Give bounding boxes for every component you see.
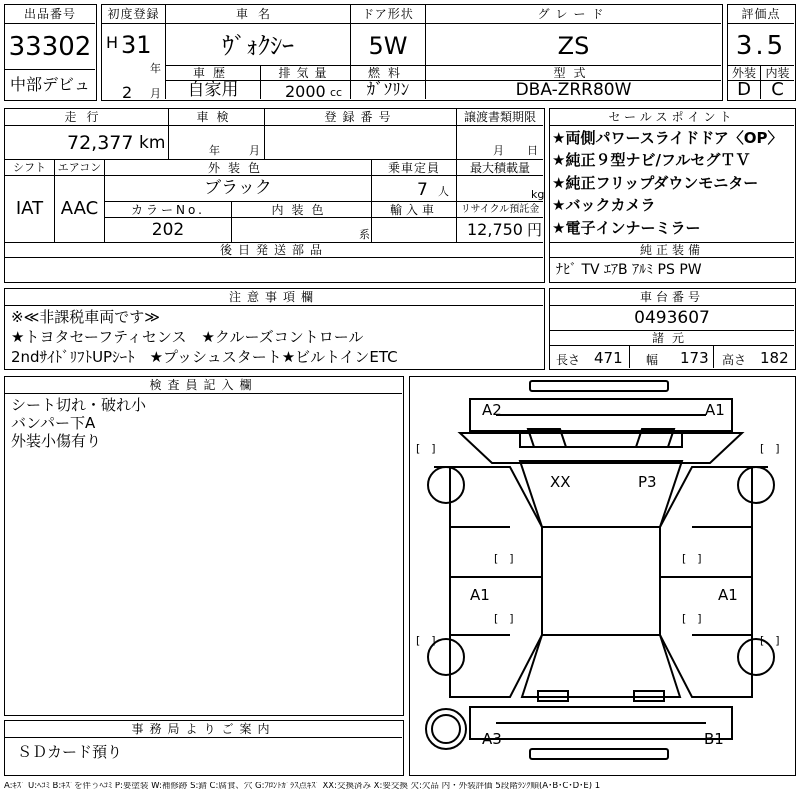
specs-box [4,108,545,283]
mark-rear-right: B1 [704,730,724,748]
shift-label: シフト [5,160,55,176]
int-color-label: 内装色 [232,202,372,218]
inspection-label: 車検 [169,109,265,126]
office-box [4,720,404,776]
grade-label: グレード [426,5,721,24]
sales-point-item: ★純正９型ナビ/フルセグＴＶ [552,151,751,169]
history-label: 車歴 [166,65,261,81]
dimensions-label: 諸元 [550,330,794,346]
mark-side-left: A1 [470,586,490,604]
inspector-label: 検査員記入欄 [5,377,402,394]
legend: A:ｷｽﾞ U:ﾍｺﾐ B:ｷｽﾞを伴うﾍｺﾐ P:要塗装 W:補修跡 S:錆 C:腐食、穴 G:ﾌﾛﾝﾄｶﾞﾗｽ点ｷｽﾞ XX:交換済み X:要交換 欠:欠品 内・外装評価 5段階ﾗﾝｸ順(A･B･C･D･E) 1 [4,782,601,791]
bracket-marker: [ ] [494,552,514,565]
fuel-label: 燃料 [351,65,426,81]
notes-line: ★トヨタセーフティセンス ★クルーズコントロール [11,328,364,346]
recycle: 12,750 [467,220,523,239]
height-label: 高さ [722,353,747,367]
exterior-label: 外装 [728,65,761,81]
office-text: ＳＤカード預り [17,743,123,761]
length: 471 [594,349,623,367]
ext-color: ブラック [105,176,372,202]
car-name-label: 車名 [166,5,351,24]
int-color-unit: 系 [359,228,370,241]
notes-line: ※≪非課税車両です≫ [11,308,160,326]
displacement-unit: cc [330,86,343,99]
bracket-marker: [ ] [682,612,702,625]
mark-front-left: A2 [482,401,502,419]
chassis-label: 車台番号 [550,289,794,306]
mileage-label: 走行 [5,109,169,126]
capacity-label: 乗車定員 [372,160,457,176]
fuel: ｶﾞｿﾘﾝ [351,81,426,99]
sales-point-item: ★バックカメラ [552,196,656,214]
mark-glass-right: P3 [638,473,657,491]
capacity-unit: 人 [438,185,449,198]
width-label: 幅 [646,353,659,367]
interior-grade: C [771,79,784,100]
color-no: 202 [105,218,232,242]
reg-year: 31 [121,31,152,59]
color-no-label: カラーNo. [105,202,232,218]
capacity: 7 [417,180,428,200]
sales-point-item: ★純正フリップダウンモニター [552,174,759,192]
height: 182 [760,349,789,367]
office-label: 事務局よりご案内 [5,721,402,738]
sales-points-box [549,108,796,283]
displacement: 2000 [285,82,326,101]
car-name: ｳﾞｫｸｼｰ [166,24,351,68]
inspection-year-unit: 年 [209,144,220,157]
bracket-marker: [ ] [760,442,780,455]
car-diagram [409,376,796,776]
bracket-marker: [ ] [494,612,514,625]
later-parts-label: 後日発送部品 [5,242,543,258]
bracket-marker: [ ] [682,552,702,565]
inspector-line: シート切れ・破れ小 [11,396,147,414]
reg-month: 2 [122,83,133,102]
bracket-marker: [ ] [416,634,436,647]
max-load-unit: kg [531,188,545,201]
first-reg-label: 初度登録 [102,5,166,24]
mark-rear-left: A3 [482,730,502,748]
door-label: ドア形状 [351,5,426,24]
max-load-label: 最大積載量 [457,160,543,176]
mileage: 72,377 [67,132,134,154]
score-label: 評価点 [728,5,794,24]
lot-label: 出品番号 [5,5,95,24]
notes-box [4,288,545,370]
lot-box [4,4,97,101]
score: 3.5 [735,31,787,61]
sales-point-item: ★両側パワースライドドア〈OP〉 [552,129,783,147]
venue: 中部デビュ [5,69,95,99]
inspector-line: バンパー下A [11,414,96,432]
grade: ZS [557,32,590,60]
mark-front-right: A1 [705,401,725,419]
bracket-marker: [ ] [760,634,780,647]
inspection-month-unit: 月 [249,144,260,157]
vehicle-header [101,4,723,101]
import-label: 輸入車 [372,202,457,218]
inspector-box [4,376,404,716]
exterior-grade: D [728,81,761,99]
ext-color-label: 外装色 [105,160,372,176]
era: H [106,33,119,52]
car-outline [410,377,794,774]
ac: AAC [55,176,105,242]
mark-side-right: A1 [718,586,738,604]
month-unit: 月 [150,87,161,100]
transfer-day-unit: 日 [527,144,538,157]
reg-no-label: 登録番号 [265,109,457,126]
width: 173 [680,349,709,367]
door-type: 5W [351,24,426,68]
model: DBA-ZRR80W [515,79,632,100]
inspector-line: 外装小傷有り [11,432,102,450]
equipment-label: 純正装備 [550,242,794,258]
bracket-marker: [ ] [416,442,436,455]
displacement-label: 排気量 [261,65,351,81]
interior-label: 内装 [761,65,794,81]
equipment-value: ﾅﾋﾞ TV ｴｱB ｱﾙﾐ PS PW [556,262,702,278]
recycle-label: リサイクル預託金 [457,202,543,218]
mileage-unit: km [139,133,166,153]
chassis-number: 0493607 [634,307,710,328]
ac-label: エアコン [55,160,105,176]
sales-point-item: ★電子インナーミラー [552,219,701,237]
history: 自家用 [166,81,261,99]
model-label: 型式 [426,65,721,81]
chassis-box [549,288,796,370]
sales-points-label: セールスポイント [550,109,794,126]
lot-number: 33302 [8,32,92,62]
shift: IAT [5,176,55,242]
recycle-unit: 円 [527,221,543,239]
score-box [727,4,796,101]
transfer-label: 譲渡書類期限 [457,109,543,126]
year-unit: 年 [150,62,161,75]
mark-glass-left: XX [550,473,571,491]
notes-label: 注意事項欄 [5,289,543,306]
transfer-month-unit: 月 [493,144,504,157]
notes-line: 2ndｻｲﾄﾞﾘﾌﾄUPｼｰﾄ ★プッシュスタート★ビルトインETC [11,348,398,366]
length-label: 長さ [556,353,581,367]
